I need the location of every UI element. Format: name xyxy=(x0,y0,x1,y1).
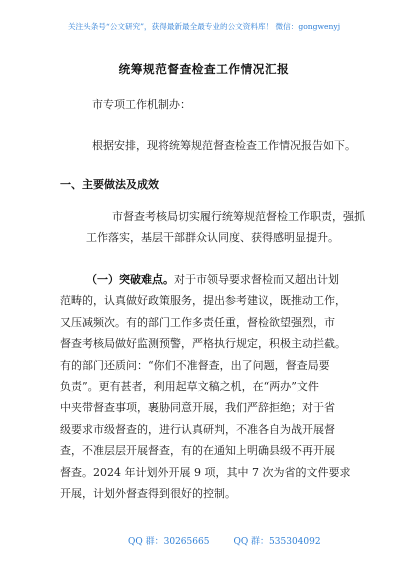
section1-paragraph xyxy=(60,206,365,249)
paragraph-line: 开展，计划外督查得到很好的控制。 xyxy=(60,487,236,501)
footer-contact xyxy=(128,534,321,547)
paragraph-line: 市督查考核局切实履行统筹规范督检工作职责，强抓 xyxy=(112,210,365,223)
section-heading-1: 一、主要做法及成效 xyxy=(60,178,159,191)
subsection-label: （一）突破难点。 xyxy=(86,273,174,286)
header-banner: 关注头条号“公文研究”，获得最新最全最专业的公文资料库！ 微信：gongwenyj xyxy=(67,22,341,31)
subsection1-paragraph xyxy=(60,269,360,504)
paragraph-line: 督查。2024 年计划外开展 9 项，其中 7 次为省的文件要求 xyxy=(60,465,351,479)
paragraph-line: 督查考核局做好监测预警，严格执行规定，积极主动拦截。 xyxy=(60,337,346,351)
document-title: 统筹规范督查检查工作情况汇报 xyxy=(118,62,290,76)
paragraph-line: 中夹带督查事项，裹胁同意开展，我们严辞拒绝；对于省 xyxy=(60,401,335,415)
paragraph-line-rest: 对于市领导要求督检而又超出计划 xyxy=(174,273,339,286)
paragraph-first-line xyxy=(60,269,360,290)
intro-paragraph: 根据安排，现将统筹规范督查检查工作情况报告如下。 xyxy=(92,139,356,152)
paragraph-line: 有的部门还质问：“你们不准督查，出了问题，督查局要 xyxy=(60,358,330,372)
qq-group-2: QQ 群：535304092 xyxy=(233,537,321,547)
paragraph-line: 查，不准层层开展督查，有的在通知上明确县级不再开展 xyxy=(60,444,335,458)
salutation: 市专项工作机制办： xyxy=(92,98,191,111)
qq-group-1: QQ 群：30265665 xyxy=(128,537,210,547)
paragraph-line: 又压减频次。有的部门工作多责任重，督检欲望强烈，市 xyxy=(60,315,335,329)
paragraph-line: 级要求市级督查的，进行认真研判，不准各自为战开展督 xyxy=(60,422,335,436)
paragraph-line: 工作落实，基层干部群众认同度、获得感明显提升。 xyxy=(86,231,339,245)
paragraph-line: 范畴的，认真做好政策服务，提出参考建议，既推动工作， xyxy=(60,294,346,308)
paragraph-line: 负责”。更有甚者，利用起草文稿之机，在“两办”文件 xyxy=(60,380,319,394)
